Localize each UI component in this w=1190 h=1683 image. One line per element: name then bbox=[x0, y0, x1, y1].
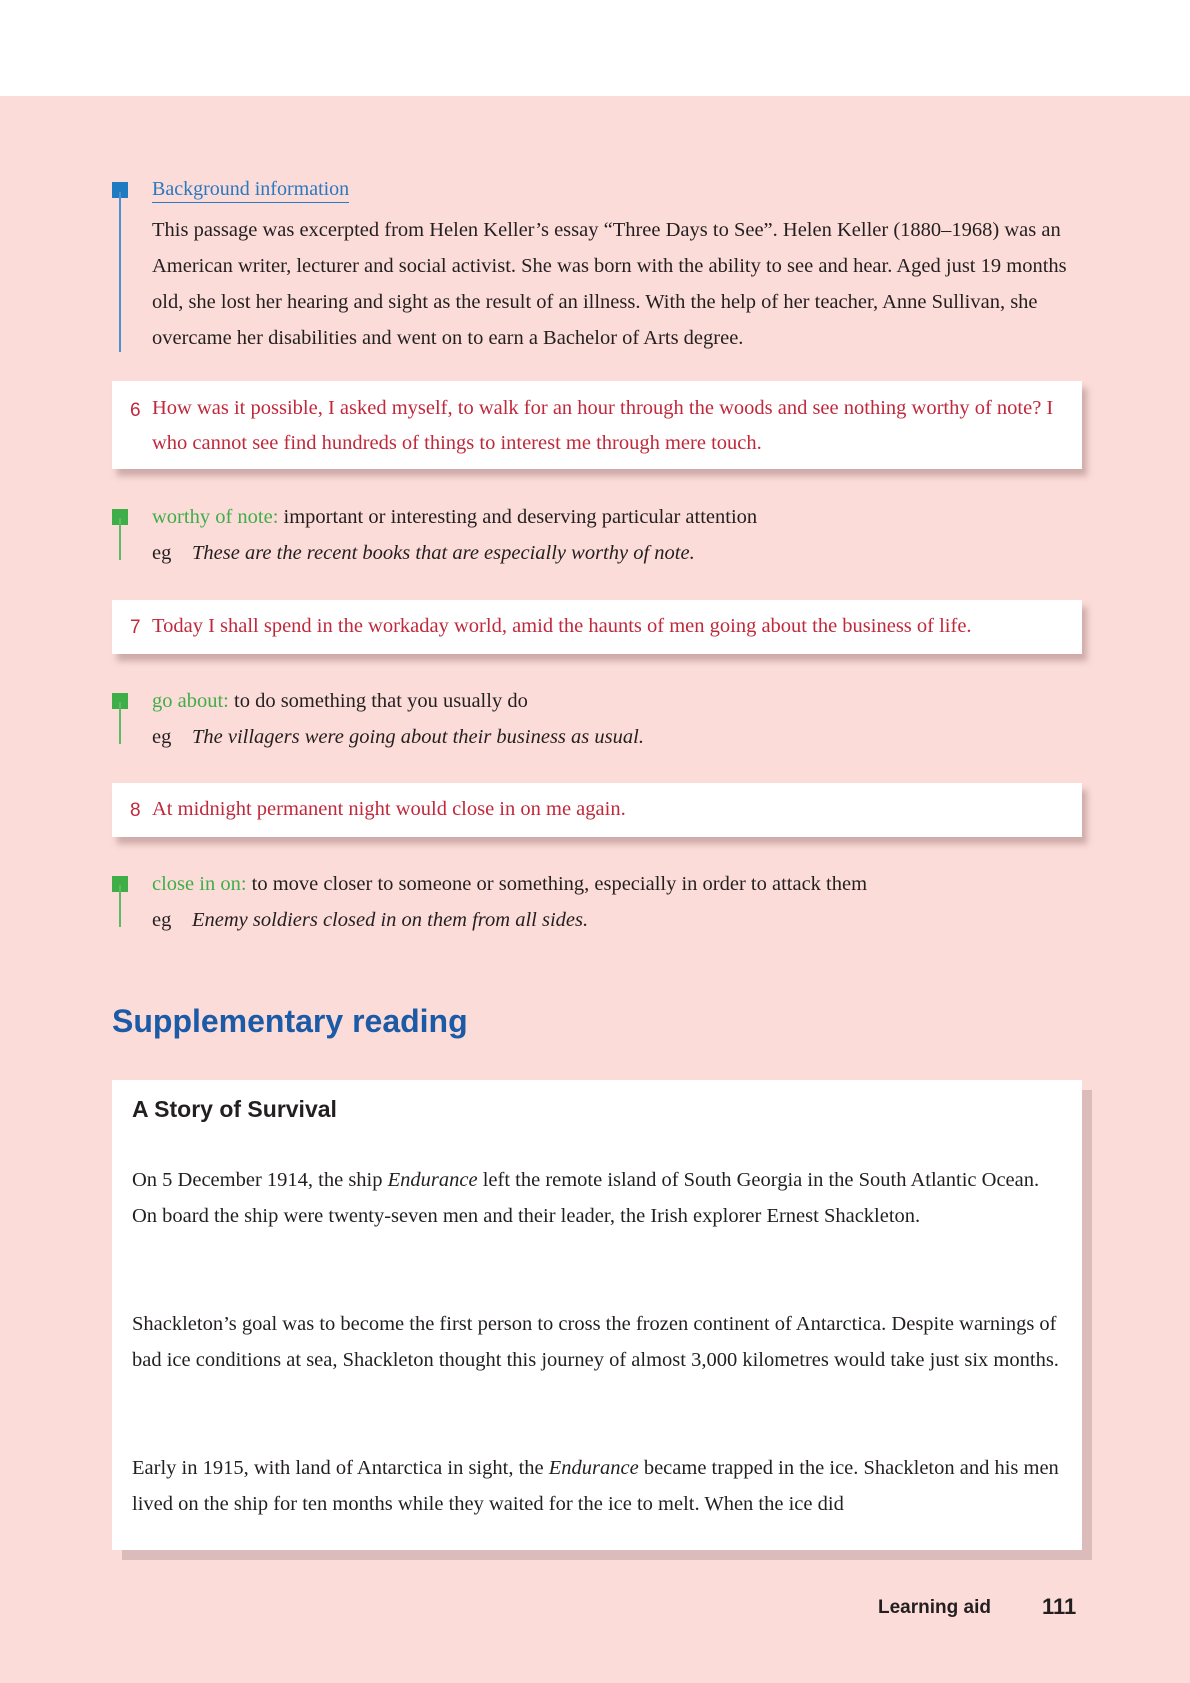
story-paragraph-2: Shackleton’s goal was to become the first person to cross the frozen continent of Antarctica. Despite warnings of bad ice conditions at sea, Shackleton thought this journey of almost 3,000 kilometres would take just six months. bbox=[132, 1313, 1059, 1371]
story-box bbox=[112, 1080, 1082, 1550]
story-title: A Story of Survival bbox=[132, 1096, 337, 1122]
eg-label: eg bbox=[152, 909, 172, 931]
quote-box-7 bbox=[112, 600, 1082, 654]
green-vertical-rule bbox=[119, 885, 121, 927]
example-sentence: Enemy soldiers closed in on them from all sides. bbox=[192, 909, 589, 931]
ship-name: Endurance bbox=[548, 1457, 639, 1479]
footer-section-label: Learning aid bbox=[878, 1597, 991, 1618]
vocab-note-go-about bbox=[112, 686, 1092, 766]
example-sentence: The villagers were going about their business as usual. bbox=[192, 726, 644, 748]
quote-text: How was it possible, I asked myself, to walk for an hour through the woods and see nothing worthy of note? I who cannot see find hundreds of things to interest me through mere touch. bbox=[152, 397, 1054, 454]
quote-text: Today I shall spend in the workaday world, amid the haunts of men going about the business of life. bbox=[152, 615, 972, 637]
story-paragraph-1: On 5 December 1914, the ship Endurance left the remote island of South Georgia in the South Atlantic Ocean. On board the ship were twenty-seven men and their leader, the Irish explorer Ernest Shackleton. bbox=[132, 1169, 1040, 1227]
vocab-definition bbox=[152, 869, 867, 899]
background-info-title: Background information bbox=[152, 176, 349, 203]
vocab-definition-text: important or interesting and deserving particular attention bbox=[278, 506, 758, 528]
vocab-definition-text: to move closer to someone or something, especially in order to attack them bbox=[246, 873, 868, 895]
blue-vertical-rule bbox=[119, 192, 121, 352]
vocab-term: close in on: bbox=[152, 873, 247, 895]
vocab-term: go about: bbox=[152, 690, 229, 712]
quote-box-8 bbox=[112, 783, 1082, 837]
vocab-definition bbox=[152, 502, 757, 532]
green-vertical-rule bbox=[119, 518, 121, 560]
page-number: 111 bbox=[1042, 1594, 1077, 1619]
vocab-definition bbox=[152, 686, 528, 716]
vocab-definition-text: to do something that you usually do bbox=[228, 690, 528, 712]
quote-box-6 bbox=[112, 381, 1082, 469]
supplementary-reading-heading: Supplementary reading bbox=[112, 1003, 468, 1039]
vocab-term: worthy of note: bbox=[152, 506, 279, 528]
vocab-note-close-in-on bbox=[112, 869, 1092, 949]
quote-number: 6 bbox=[130, 400, 141, 421]
vocab-example bbox=[152, 722, 644, 752]
quote-number: 8 bbox=[130, 800, 141, 821]
eg-label: eg bbox=[152, 542, 172, 564]
story-paragraph-3: Early in 1915, with land of Antarctica in sight, the Endurance became trapped in the ice. Shackleton and his men lived on the ship for ten months while they waited for the ice to melt. When the ice did bbox=[132, 1457, 1059, 1515]
ship-name: Endurance bbox=[387, 1169, 478, 1191]
quote-number: 7 bbox=[130, 617, 141, 638]
eg-label: eg bbox=[152, 726, 172, 748]
green-vertical-rule bbox=[119, 702, 121, 744]
vocab-example bbox=[152, 905, 588, 935]
vocab-example bbox=[152, 538, 695, 568]
vocab-note-worthy-of-note bbox=[112, 502, 1092, 582]
quote-text: At midnight permanent night would close in on me again. bbox=[152, 798, 626, 820]
example-sentence: These are the recent books that are especially worthy of note. bbox=[192, 542, 695, 564]
background-info-text: This passage was excerpted from Helen Keller’s essay “Three Days to See”. Helen Keller (1880–1968) was an American writer, lecturer and social activist. She was born with the ability to see and hear. Aged just 19 months old, she lost her hearing and sight as the result of an illness. With the help of her teacher, Anne Sullivan, she overcame her disabilities and went on to earn a Bachelor of Arts degree. bbox=[152, 219, 1067, 349]
